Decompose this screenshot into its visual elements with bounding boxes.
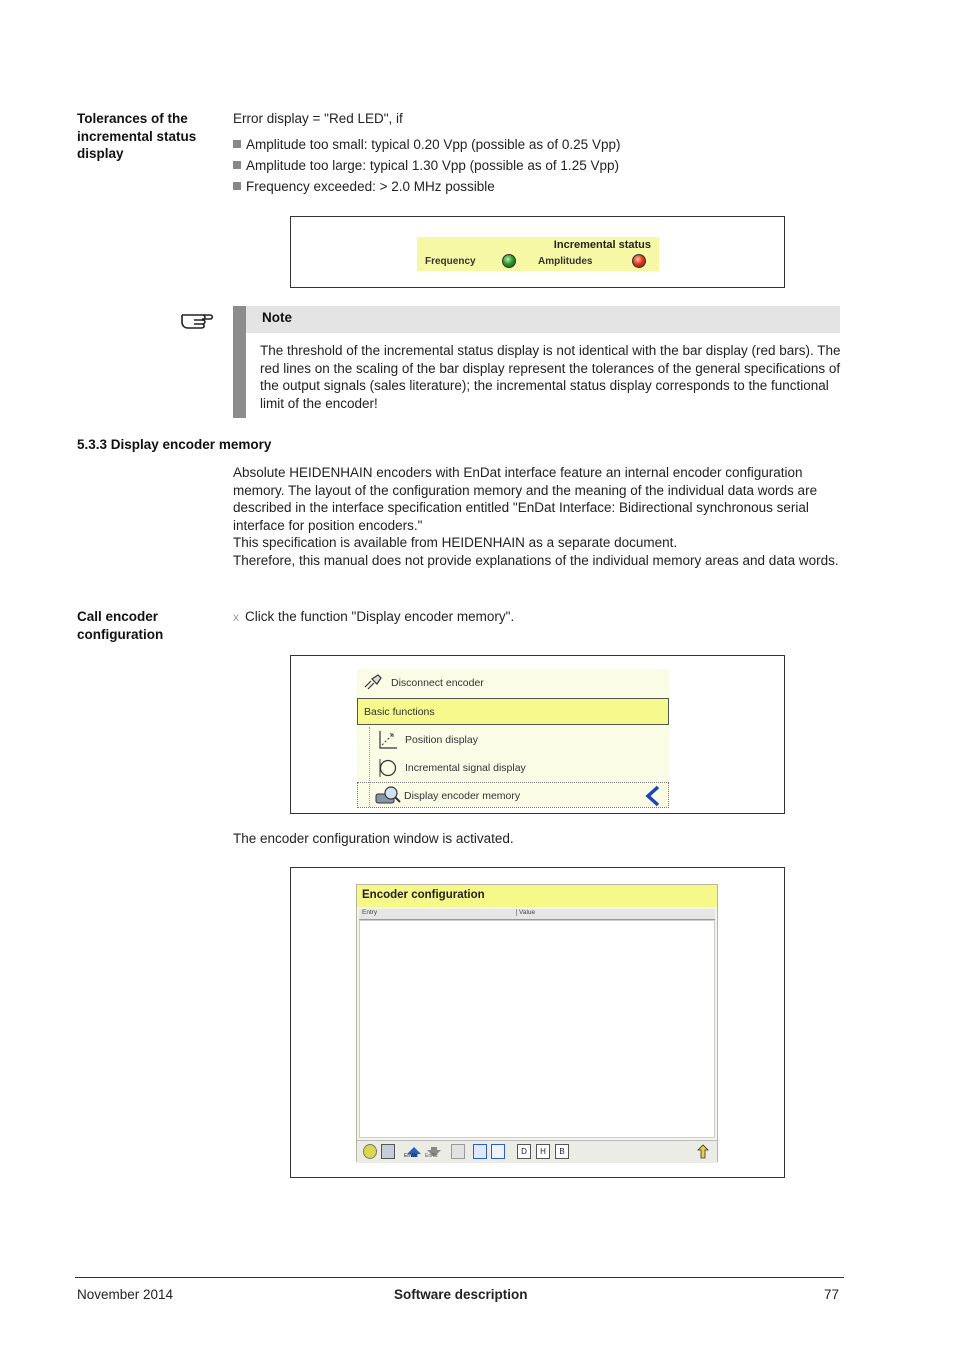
note-header: [246, 306, 840, 333]
incremental-status-figure: [290, 216, 785, 288]
menu-figure: [290, 655, 785, 814]
configuration-table-body[interactable]: [359, 920, 715, 1138]
menu-item-incremental-signal-display[interactable]: Incremental signal display: [357, 754, 669, 781]
list-item: Amplitude too large: typical 1.30 Vpp (possible as of 1.25 Vpp): [233, 155, 620, 176]
encoder-memory-paragraph: Absolute HEIDENHAIN encoders with EnDat interface feature an internal encoder configuration memory. The layout of the configuration memory and the meaning of the individual data words are described in the interface specification entitled "EnDat Interface: Bidirectional synchronous serial interface for position encoders.": [233, 465, 818, 533]
error-display-intro: Error display = "Red LED", if: [233, 111, 403, 126]
step-text: Click the function "Display encoder memory".: [245, 609, 515, 624]
position-axes-icon: [377, 729, 399, 754]
section-heading-tolerances: Tolerances of the incremental status display: [77, 111, 197, 161]
section-heading-display-encoder-memory: 5.3.3 Display encoder memory: [77, 437, 272, 452]
enwrt-button[interactable]: EnWrt: [405, 1144, 423, 1159]
note-text: The threshold of the incremental status display is not identical with the bar display (red bars). The red lines on the scaling of the bar display represent the tolerances of the general specifications of the output signals (sales literature); the incremental status display corresponds to the functional limit of the encoder!: [260, 343, 841, 411]
encoder-memory-magnifier-icon: [374, 785, 402, 810]
encoder-configuration-figure: [290, 867, 785, 1178]
list-item: Amplitude too small: typical 0.20 Vpp (possible as of 0.25 Vpp): [233, 134, 620, 155]
window-title-bar: [357, 885, 717, 907]
page-number: 77: [824, 1287, 840, 1302]
list-item: Frequency exceeded: > 2.0 MHz possible: [233, 176, 620, 197]
note-accent-bar: [233, 306, 246, 418]
enrd-button[interactable]: EnRd: [425, 1144, 443, 1159]
column-header-value[interactable]: Value: [516, 909, 535, 916]
encoder-memory-availability: This specification is available from HEIDENHAIN as a separate document.: [233, 535, 678, 551]
tolerance-bullet-list: [233, 134, 620, 197]
decimal-format-button[interactable]: D: [517, 1144, 531, 1159]
signal-circle-icon: [377, 757, 399, 782]
frequency-label: Frequency: [425, 256, 476, 267]
amplitudes-led-icon: [632, 254, 646, 268]
frequency-led-icon: [502, 254, 516, 268]
bullet-square-icon: [233, 161, 241, 169]
incremental-status-title: Incremental status: [553, 239, 651, 251]
column-header-entry[interactable]: Entry: [362, 909, 378, 916]
menu-item-display-encoder-memory[interactable]: Display encoder memory: [357, 782, 669, 808]
footer-date: November 2014: [77, 1287, 174, 1302]
window-title: Encoder configuration: [362, 889, 485, 901]
copy-icon[interactable]: [451, 1144, 465, 1159]
save-disk-icon[interactable]: [381, 1144, 395, 1159]
footer-divider: [75, 1277, 844, 1278]
amplitudes-label: Amplitudes: [538, 256, 593, 267]
incremental-status-widget: [417, 237, 659, 271]
hex-format-button[interactable]: H: [536, 1144, 550, 1159]
pointing-hand-icon: [180, 307, 216, 336]
step-marker: x: [233, 610, 239, 624]
menu-item-disconnect-encoder[interactable]: Disconnect encoder: [357, 669, 669, 696]
open-folder-icon[interactable]: [363, 1144, 377, 1159]
section-heading-call-encoder-configuration: Call encoder configuration: [77, 609, 164, 642]
result-text: The encoder configuration window is activated.: [233, 831, 514, 846]
encoder-memory-description: [233, 464, 843, 570]
selection-arrow-icon: [644, 785, 662, 810]
encoder-configuration-window: [356, 884, 718, 1162]
bullet-square-icon: [233, 140, 241, 148]
disconnect-plug-icon: [363, 673, 383, 694]
window-toolbar: [357, 1140, 717, 1163]
table-header: [359, 909, 715, 920]
menu-item-position-display[interactable]: Position display: [357, 726, 669, 753]
bullet-square-icon: [233, 182, 241, 190]
footer-title: Software description: [394, 1287, 528, 1302]
document-icon[interactable]: [491, 1144, 505, 1159]
binary-format-button[interactable]: B: [555, 1144, 569, 1159]
step-instruction: [233, 608, 514, 627]
encoder-memory-disclaimer: Therefore, this manual does not provide explanations of the individual memory areas and data words.: [233, 552, 839, 568]
note-label: Note: [262, 310, 292, 325]
exit-arrow-icon[interactable]: [695, 1144, 713, 1159]
edit-check-icon[interactable]: [473, 1144, 487, 1159]
function-menu: [357, 669, 669, 807]
menu-item-basic-functions[interactable]: Basic functions: [357, 698, 669, 725]
